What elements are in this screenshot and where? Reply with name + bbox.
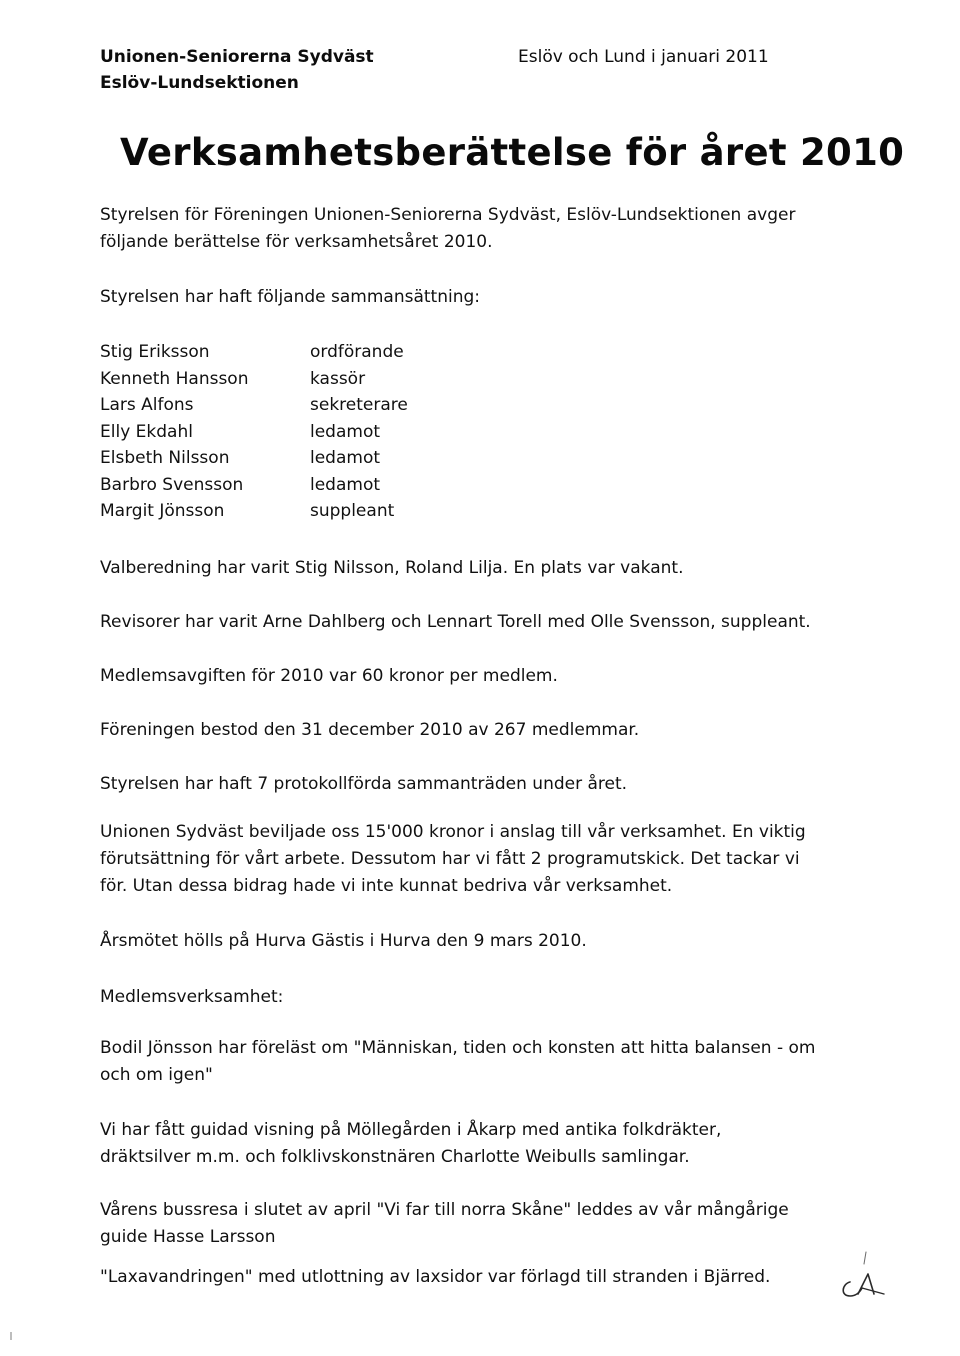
visning-line-1: Vi har fått guidad visning på Möllegården i Åkarp med antika folkdräkter, [100,1120,722,1140]
board-member-row [100,498,510,525]
scan-edge-mark [10,1332,12,1340]
valberedning-paragraph: Valberedning har varit Stig Nilsson, Roland Lilja. En plats var vakant. [100,558,684,578]
board-list [100,339,510,525]
member-role: sekreterare [310,395,408,415]
anslag-line-3: för. Utan dessa bidrag hade vi inte kunnat bedriva vår verksamhet. [100,876,673,896]
sammantraden-paragraph: Styrelsen har haft 7 protokollförda sammanträden under året. [100,774,628,794]
board-member-row [100,419,510,446]
member-role: ordförande [310,342,404,362]
laxa-paragraph: "Laxavandringen" med utlottning av laxsidor var förlagd till stranden i Bjärred. [100,1267,771,1287]
member-name: Elsbeth Nilsson [100,448,230,468]
dateline: Eslöv och Lund i januari 2011 [518,47,769,67]
initials-signature-icon [828,1244,908,1304]
visning-line-2: dräktsilver m.m. och folklivskonstnären Charlotte Weibulls samlingar. [100,1147,690,1167]
member-role: ledamot [310,474,381,495]
bodil-line-2: och om igen" [100,1065,213,1085]
intro-line-2: följande berättelse för verksamhetsåret 2010. [100,232,493,252]
bussresa-line-2: guide Hasse Larsson [100,1227,276,1247]
organization-name [100,44,374,96]
board-member-row [100,366,510,393]
bussresa-line-1: Vårens bussresa i slutet av april "Vi far till norra Skåne" leddes av vår mångårige [100,1200,789,1220]
medlemsverksamhet-heading: Medlemsverksamhet: [100,987,284,1007]
bodil-paragraph [100,1035,880,1089]
org-line-1: Unionen-Seniorerna Sydväst [100,47,374,67]
member-name: Margit Jönsson [100,501,225,521]
board-member-row [100,445,510,472]
board-member-row [100,339,510,366]
anslag-line-2: förutsättning för vårt arbete. Dessutom har vi fått 2 programutskick. Det tackar vi [100,849,800,869]
anslag-line-1: Unionen Sydväst beviljade oss 15'000 kronor i anslag till vår verksamhet. En viktig [100,822,806,842]
avgift-paragraph: Medlemsavgiften för 2010 var 60 kronor per medlem. [100,666,558,686]
member-name: Elly Ekdahl [100,421,193,442]
bussresa-paragraph [100,1197,880,1251]
intro-paragraph [100,202,880,256]
revisorer-paragraph: Revisorer har varit Arne Dahlberg och Lennart Torell med Olle Svensson, suppleant. [100,612,811,632]
board-member-row [100,472,510,499]
board-heading: Styrelsen har haft följande sammansättning: [100,287,481,307]
medlemmar-paragraph: Föreningen bestod den 31 december 2010 av 267 medlemmar. [100,720,640,740]
member-role: ledamot [310,448,381,468]
org-line-2: Eslöv-Lundsektionen [100,73,299,93]
member-role: kassör [310,368,366,389]
anslag-paragraph [100,819,880,900]
board-member-row [100,392,510,419]
member-name: Stig Eriksson [100,342,210,362]
document-title: Verksamhetsberättelse för året 2010 [120,131,905,174]
member-name: Lars Alfons [100,395,194,415]
arsmote-paragraph: Årsmötet hölls på Hurva Gästis i Hurva den 9 mars 2010. [100,931,587,951]
member-name: Kenneth Hansson [100,368,249,389]
intro-line-1: Styrelsen för Föreningen Unionen-Seniorerna Sydväst, Eslöv-Lundsektionen avger [100,205,796,225]
bodil-line-1: Bodil Jönsson har föreläst om "Människan, tiden och konsten att hitta balansen - om [100,1038,816,1058]
member-role: ledamot [310,421,381,442]
visning-paragraph [100,1117,880,1171]
member-name: Barbro Svensson [100,474,244,495]
member-role: suppleant [310,501,395,521]
